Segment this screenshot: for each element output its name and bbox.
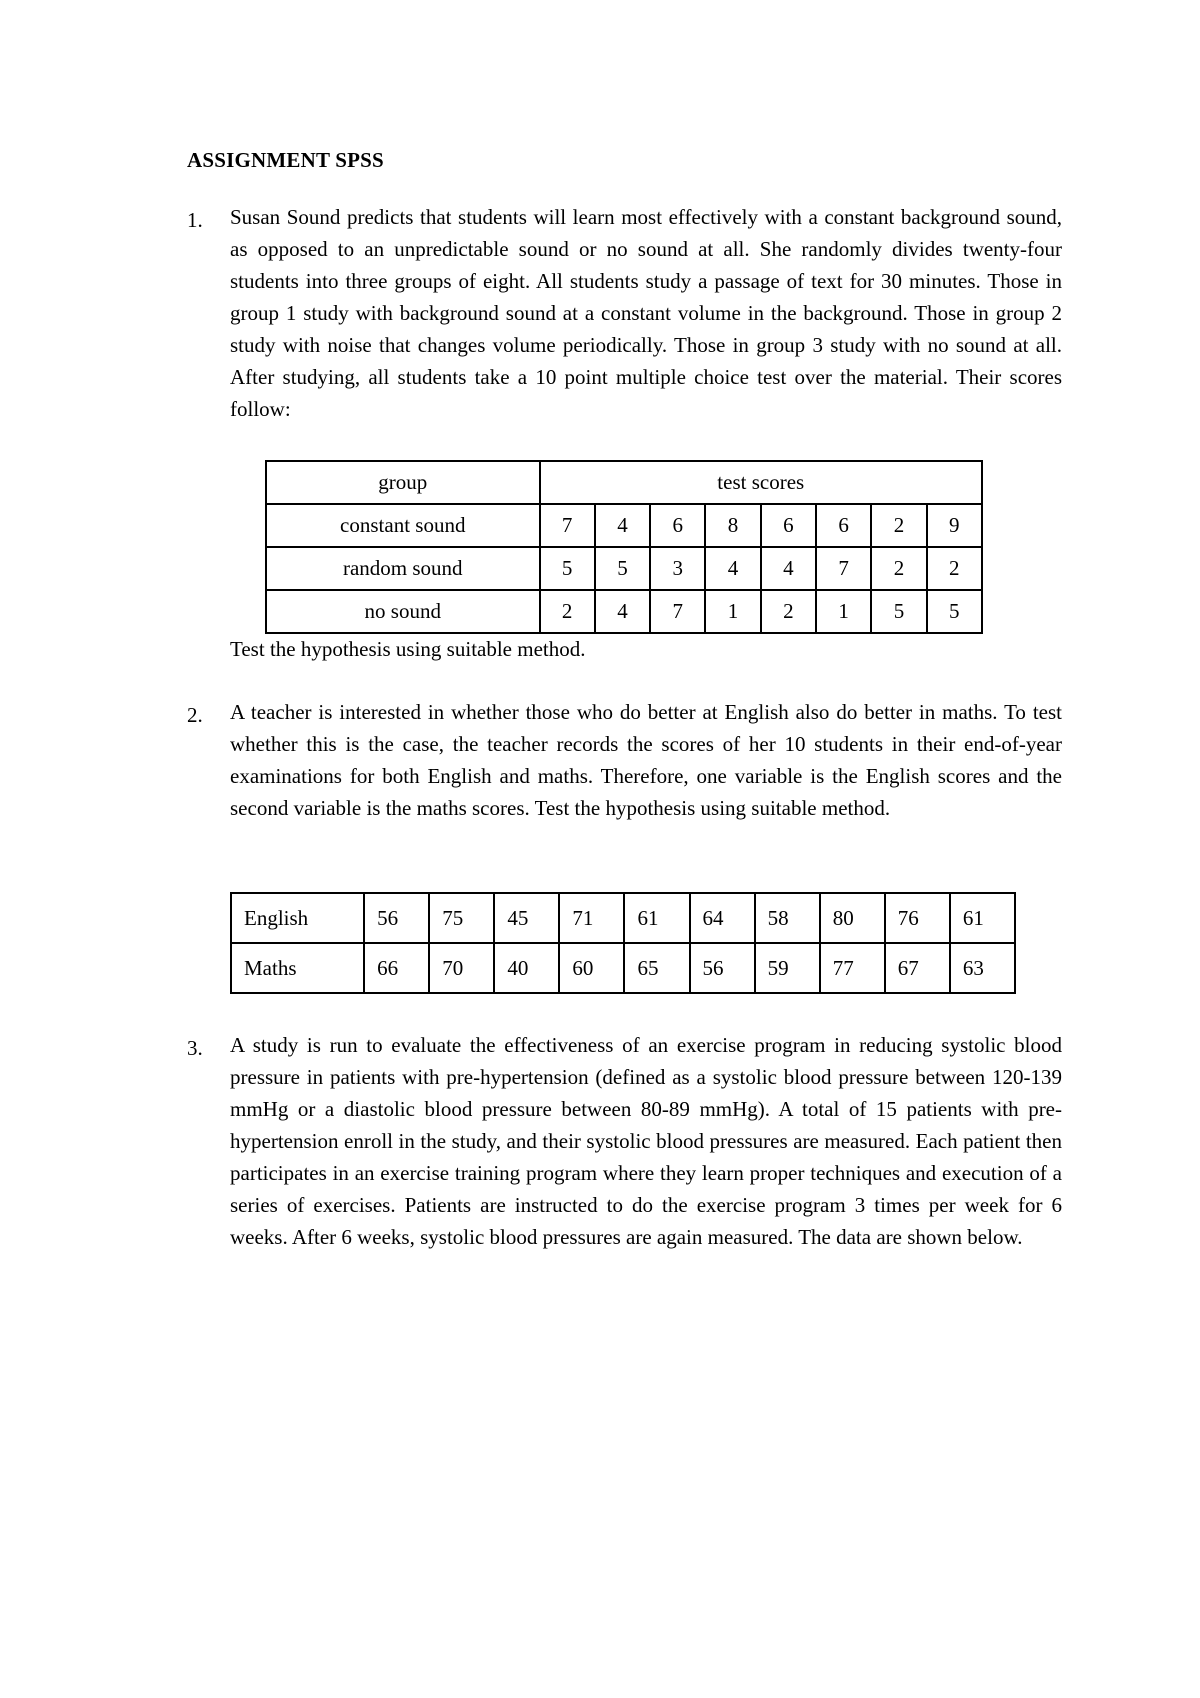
table-cell: 76 bbox=[885, 893, 950, 943]
table-cell: 6 bbox=[761, 504, 816, 547]
table-cell: 4 bbox=[705, 547, 760, 590]
table-cell: 6 bbox=[650, 504, 705, 547]
english-maths-table bbox=[230, 892, 1016, 994]
table-cell: 7 bbox=[650, 590, 705, 633]
table-cell: 71 bbox=[559, 893, 624, 943]
header-test-scores: test scores bbox=[540, 461, 982, 504]
table-cell: 2 bbox=[927, 547, 982, 590]
row-label: English bbox=[231, 893, 364, 943]
table-cell: 2 bbox=[871, 504, 926, 547]
table-cell: 5 bbox=[871, 590, 926, 633]
row-label: constant sound bbox=[266, 504, 540, 547]
question-2-text: A teacher is interested in whether those who do better at English also do better in maths. To test whether this is the case, the teacher records the scores of her 10 students in their end-of-year examinations for both English and maths. Therefore, one variable is the English scores and the second variable is the maths scores. Test the hypothesis using suitable method. bbox=[230, 700, 1062, 820]
table-cell: 6 bbox=[816, 504, 871, 547]
table-row bbox=[266, 504, 982, 547]
table-cell: 61 bbox=[950, 893, 1015, 943]
table-cell: 70 bbox=[429, 943, 494, 993]
table-row bbox=[266, 590, 982, 633]
table-cell: 1 bbox=[816, 590, 871, 633]
question-2-number: 2. bbox=[187, 703, 203, 727]
question-1-instruction: Test the hypothesis using suitable method. bbox=[230, 637, 586, 661]
table-cell: 3 bbox=[650, 547, 705, 590]
row-label: Maths bbox=[231, 943, 364, 993]
table-cell: 63 bbox=[950, 943, 1015, 993]
table-cell: 2 bbox=[540, 590, 595, 633]
table-cell: 7 bbox=[540, 504, 595, 547]
table-cell: 77 bbox=[820, 943, 885, 993]
question-1-number: 1. bbox=[187, 208, 203, 232]
table-cell: 40 bbox=[494, 943, 559, 993]
question-3-number: 3. bbox=[187, 1036, 203, 1060]
table-cell: 65 bbox=[624, 943, 689, 993]
table-cell: 2 bbox=[761, 590, 816, 633]
table-cell: 9 bbox=[927, 504, 982, 547]
table-cell: 45 bbox=[494, 893, 559, 943]
table-header-row bbox=[266, 461, 982, 504]
table-cell: 80 bbox=[820, 893, 885, 943]
table-cell: 56 bbox=[364, 893, 429, 943]
table-cell: 1 bbox=[705, 590, 760, 633]
table-row bbox=[231, 893, 1015, 943]
table-cell: 5 bbox=[540, 547, 595, 590]
table-cell: 4 bbox=[595, 590, 650, 633]
question-1-text: Susan Sound predicts that students will learn most effectively with a constant background sound, as opposed to an unpredictable sound or no sound at all. She randomly divides twenty-four students into three groups of eight. All students study a passage of text for 30 minutes. Those in group 1 study with background sound at a constant volume in the background. Those in group 2 study with noise that changes volume periodically. Those in group 3 study with no sound at all. After studying, all students take a 10 point multiple choice test over the material. Their scores follow: bbox=[230, 205, 1062, 421]
table-row bbox=[231, 943, 1015, 993]
table-cell: 67 bbox=[885, 943, 950, 993]
table-cell: 75 bbox=[429, 893, 494, 943]
question-3-text: A study is run to evaluate the effectiveness of an exercise program in reducing systolic blood pressure in patients with pre-hypertension (defined as a systolic blood pressure between 120-139 mmHg or a diastolic blood pressure between 80-89 mmHg). A total of 15 patients with pre-hypertension enroll in the study, and their systolic blood pressures are measured. Each patient then participates in an exercise training program where they learn proper techniques and execution of a series of exercises. Patients are instructed to do the exercise program 3 times per week for 6 weeks. After 6 weeks, systolic blood pressures are again measured. The data are shown below. bbox=[230, 1033, 1062, 1249]
row-label: no sound bbox=[266, 590, 540, 633]
table-cell: 7 bbox=[816, 547, 871, 590]
table-cell: 59 bbox=[755, 943, 820, 993]
table-cell: 61 bbox=[624, 893, 689, 943]
test-scores-table bbox=[265, 460, 983, 634]
table-cell: 4 bbox=[761, 547, 816, 590]
table-row bbox=[266, 547, 982, 590]
table-cell: 4 bbox=[595, 504, 650, 547]
row-label: random sound bbox=[266, 547, 540, 590]
header-group: group bbox=[266, 461, 540, 504]
table-cell: 5 bbox=[927, 590, 982, 633]
document-title: ASSIGNMENT SPSS bbox=[187, 148, 384, 172]
table-cell: 5 bbox=[595, 547, 650, 590]
table-cell: 8 bbox=[705, 504, 760, 547]
table-cell: 58 bbox=[755, 893, 820, 943]
table-cell: 60 bbox=[559, 943, 624, 993]
table-cell: 2 bbox=[871, 547, 926, 590]
table-cell: 66 bbox=[364, 943, 429, 993]
table-cell: 56 bbox=[690, 943, 755, 993]
table-cell: 64 bbox=[690, 893, 755, 943]
